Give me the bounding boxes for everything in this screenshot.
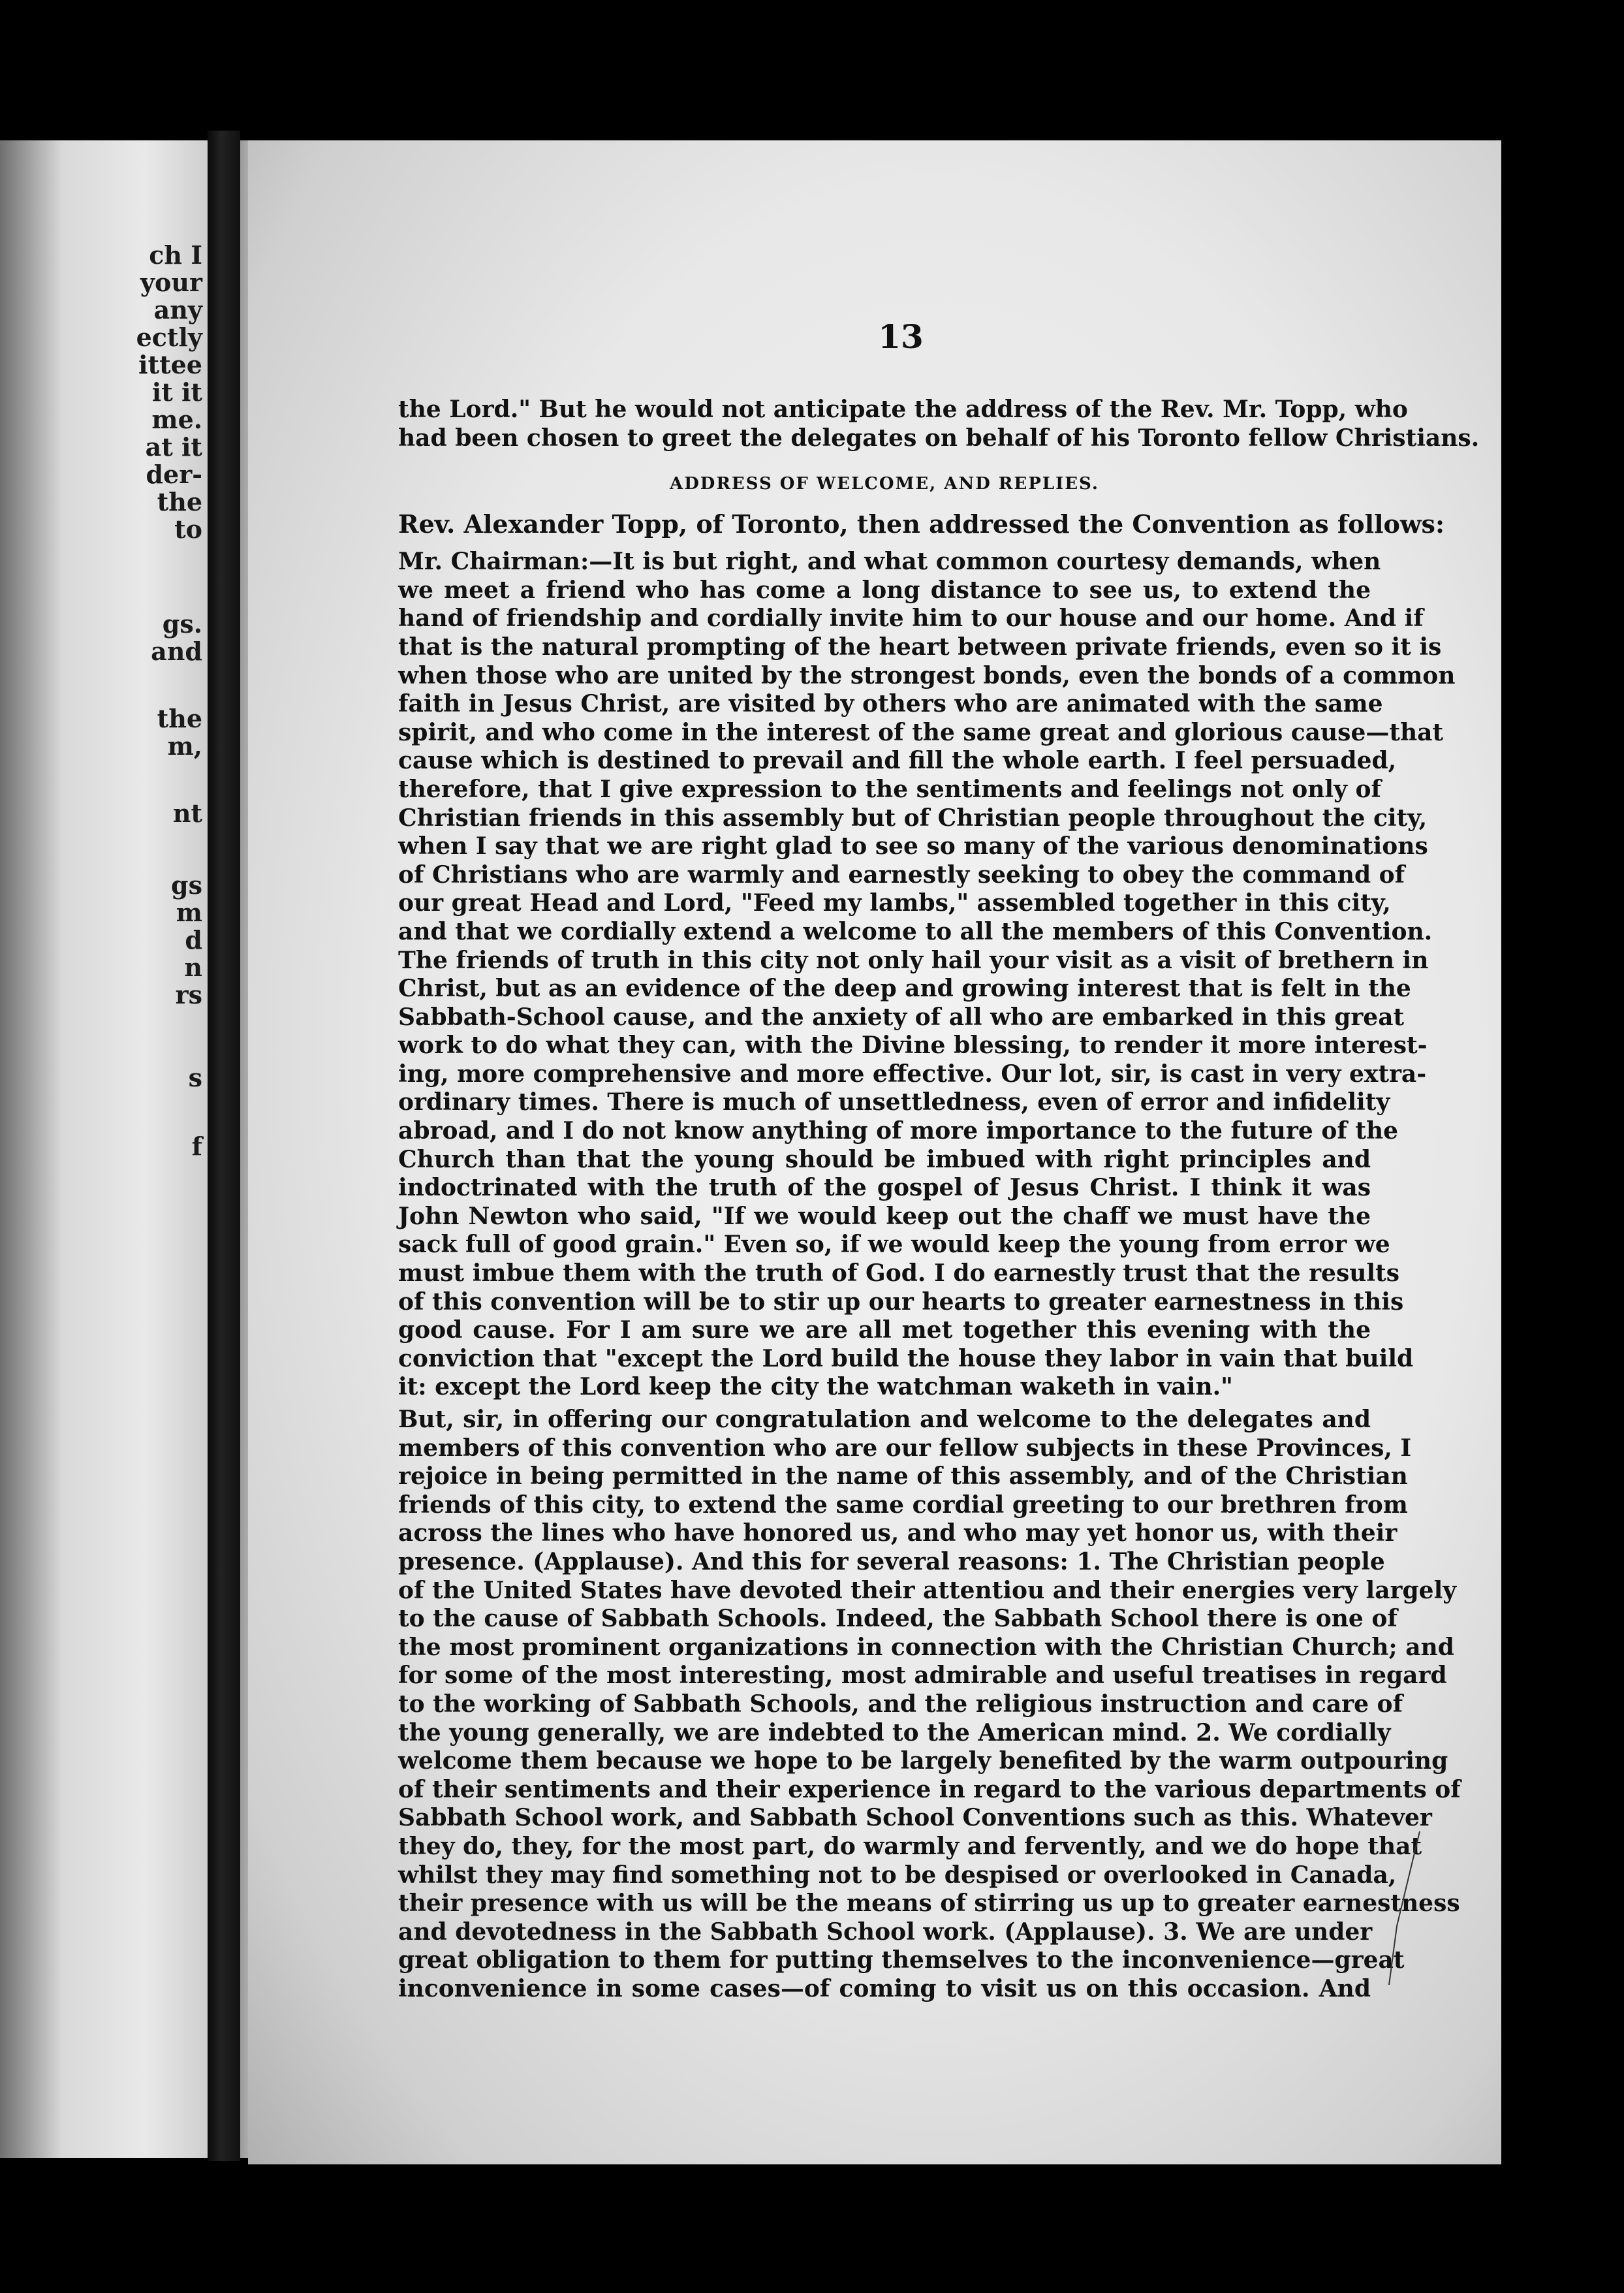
text-line: cause which is destined to prevail and fill the whole earth. I feel persuaded, [398,747,1397,775]
previous-page-fragment-line: m, [167,731,202,761]
book-gutter [208,131,240,2161]
speaker-intro: Rev. Alexander Topp, of Toronto, then addressed the Convention as follows: [398,509,1444,539]
text-line: Sabbath School work, and Sabbath School Conventions such as this. Whatever [398,1804,1432,1832]
previous-page-fragment-line: nt [172,799,202,828]
text-line: for some of the most interesting, most admirable and useful treatises in regard [398,1662,1447,1690]
text-line: of their sentiments and their experience in regard to the various departments of [398,1775,1461,1803]
previous-page-fragment-line: gs [171,870,202,900]
text-line: The friends of truth in this city not only hail your visit as a visit of brethern in [398,946,1429,974]
previous-page-fragment-line: f [191,1131,202,1161]
text-line: rejoice in being permitted in the name of this assembly, and of the Christian [398,1463,1408,1491]
text-line: sack full of good grain." Even so, if we would keep the young from error we [398,1231,1390,1259]
text-line: abroad, and I do not know anything of more importance to the future of the [398,1117,1399,1145]
text-line: when I say that we are right glad to see so many of the various denominations [398,832,1428,861]
text-line: members of this convention who are our fellow subjects in these Provinces, I [398,1434,1412,1462]
text-line: But, sir, in offering our congratulation and welcome to the delegates and [398,1406,1371,1433]
text-line: it: except the Lord keep the city the watchman waketh in vain." [398,1373,1233,1401]
text-line: John Newton who said, "If we would keep out the chaff we must have the [398,1202,1371,1230]
previous-page-fragment-line: gs. [162,609,202,639]
text-line: faith in Jesus Christ, are visited by others who are animated with the same [398,690,1383,718]
opening-lines [398,396,1480,452]
text-line: the Lord." But he would not anticipate the address of the Rev. Mr. Topp, who [398,396,1408,423]
page-text-column [398,396,1480,2003]
text-line: we meet a friend who has come a long distance to see us, to extend the [398,576,1371,604]
text-line: the most prominent organizations in connection with the Christian Church; and [398,1633,1454,1661]
previous-page-fragment-line: rs [175,980,202,1009]
previous-page-fragment [0,140,208,2158]
text-line: inconvenience in some cases—of coming to visit us on this occasion. And [398,1974,1371,2002]
text-line: they do, they, for the most part, do warmly and fervently, and we do hope that [398,1832,1422,1860]
previous-page-fragment-line: your [140,268,202,297]
previous-page-fragment-line: m [176,898,202,927]
previous-page-fragment-line: it it [151,377,202,407]
text-line: our great Head and Lord, "Feed my lambs," assembled together in this city, [398,889,1391,917]
text-line: of the United States have devoted their attentiou and their energies very largely [398,1576,1457,1604]
text-line: conviction that "except the Lord build the house they labor in vain that build [398,1344,1414,1372]
text-line: work to do what they can, with the Divine blessing, to render it more interest- [398,1032,1428,1060]
text-line: therefore, that I give expression to the sentiments and feelings not only of [398,775,1382,803]
previous-page-fragment-line: der- [146,460,202,489]
text-line: whilst they may find something not to be despised or overlooked in Canada, [398,1861,1397,1889]
text-line: friends of this city, to extend the same cordial greeting to our brethren from [398,1491,1408,1519]
previous-page-fragment-line: to [174,514,202,544]
previous-page-fragment-line: ittee [138,350,202,379]
text-line: and devotedness in the Sabbath School work. (Applause). 3. We are under [398,1918,1373,1946]
previous-page-fragment-line: n [184,953,202,982]
text-line: the young generally, we are indebted to the American mind. 2. We cordially [398,1718,1391,1747]
previous-page-fragment-line: at it [145,432,202,462]
previous-page-fragment-line: ectly [136,323,202,352]
page-number: 13 [878,317,924,356]
previous-page-fragment-line: the [157,487,202,516]
text-line: Mr. Chairman:—It is but right, and what common courtesy demands, when [398,548,1381,576]
text-line: to the working of Sabbath Schools, and the religious instruction and care of [398,1690,1403,1718]
previous-page-fragment-line: any [153,295,202,324]
previous-page-fragment-line: and [151,637,202,666]
text-line: Christian friends in this assembly but of Christian people throughout the city, [398,804,1428,832]
text-line: and that we cordially extend a welcome to all the members of this Convention. [398,917,1433,945]
text-line: to the cause of Sabbath Schools. Indeed, the Sabbath School there is one of [398,1605,1398,1633]
text-line: Church than that the young should be imbued with right principles and [398,1145,1371,1173]
section-heading: ADDRESS OF WELCOME, AND REPLIES. [670,474,1099,494]
previous-page-fragment-line: s [188,1063,202,1092]
text-line: spirit, and who come in the interest of the same great and glorious cause—that [398,718,1444,746]
text-line: good cause. For I am sure we are all met together this evening with the [398,1316,1371,1344]
text-line: hand of friendship and cordially invite him to our house and our home. And if [398,605,1424,633]
text-line: had been chosen to greet the delegates on behalf of his Toronto fellow Christians. [398,424,1480,452]
text-line: of this convention will be to stir up our hearts to greater earnestness in this [398,1288,1404,1316]
previous-page-fragment-line: me. [151,405,202,434]
paragraph-reasons [398,1406,1461,2003]
text-line: when those who are united by the strongest bonds, even the bonds of a common [398,661,1456,689]
text-line: Christ, but as an evidence of the deep and growing interest that is felt in the [398,975,1411,1003]
previous-page-fragment-line: d [185,925,202,955]
text-line: ordinary times. There is much of unsettledness, even of error and infidelity [398,1088,1390,1116]
text-line: presence. (Applause). And this for several reasons: 1. The Christian people [398,1547,1385,1575]
text-line: across the lines who have honored us, and who may yet honor us, with their [398,1519,1398,1547]
text-line: their presence with us will be the means of stirring us up to greater earnestness [398,1890,1460,1918]
text-line: great obligation to them for putting themselves to the inconvenience—great [398,1946,1405,1974]
pencil-margin-mark [1384,1828,1423,2024]
previous-page-fragment-line: ch I [149,240,202,270]
text-line: welcome them because we hope to be largely benefited by the warm outpouring [398,1747,1448,1775]
text-line: that is the natural prompting of the heart between private friends, even so it is [398,633,1442,661]
text-line: Sabbath-School cause, and the anxiety of all who are embarked in this great [398,1003,1405,1031]
text-line: indoctrinated with the truth of the gospel of Jesus Christ. I think it was [398,1174,1371,1202]
previous-page-fragment-line: the [157,704,202,733]
text-line: must imbue them with the truth of God. I do earnestly trust that the results [398,1259,1399,1288]
previous-page-text [0,140,208,2158]
text-line: of Christians who are warmly and earnestly seeking to obey the command of [398,861,1405,889]
paragraph-welcome [398,548,1456,1402]
text-line: ing, more comprehensive and more effective. Our lot, sir, is cast in very extra- [398,1060,1427,1088]
